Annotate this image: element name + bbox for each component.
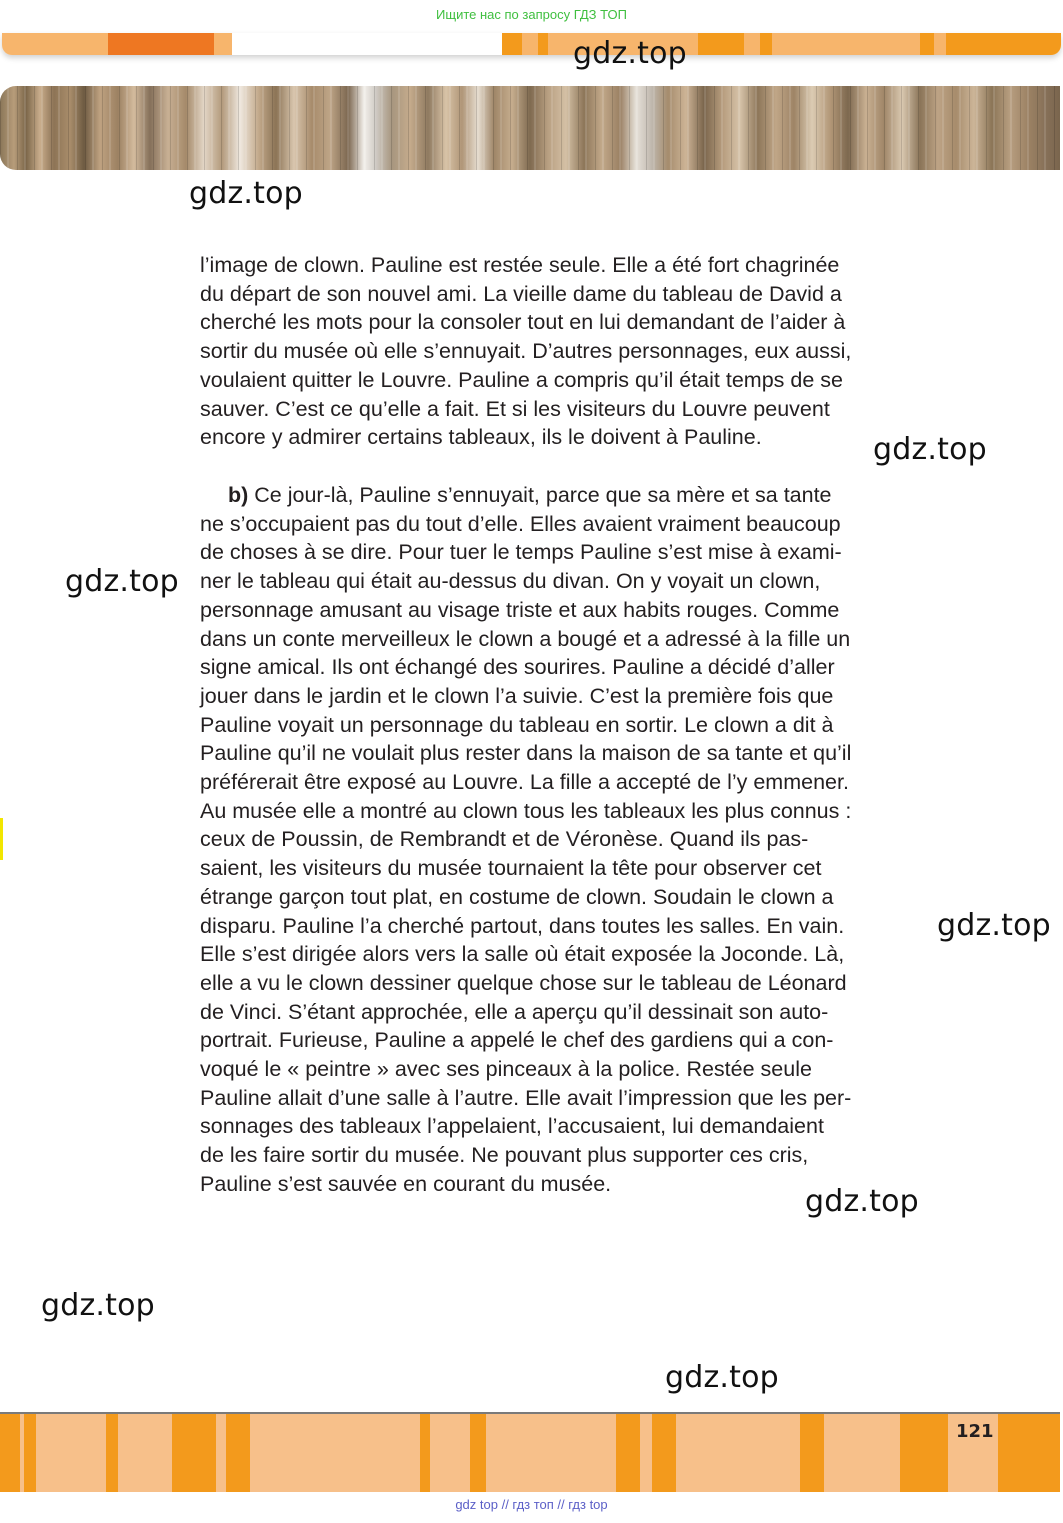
text-line: ceux de Poussin, de Rembrandt et de Véronèse. Quand ils pas- [200, 827, 809, 852]
text-line: disparu. Pauline l’a cherché partout, dans toutes les salles. En vain. [200, 913, 845, 938]
text-line: saient, les visiteurs du musée tournaient la tête pour observer cet [200, 856, 822, 881]
text-line: portrait. Furieuse, Pauline a appelé le chef des gardiens qui a con- [200, 1028, 834, 1053]
text-line: jouer dans le jardin et le clown l’a suivie. C’est la première fois que [200, 683, 834, 708]
page-number: 121 [956, 1421, 994, 1442]
text-line: du départ de son nouvel ami. La vieille dame du tableau de David a [200, 281, 842, 306]
search-banner[interactable]: Ищите нас по запросу ГДЗ ТОП [436, 7, 627, 22]
text-line: Au musée elle a montré au clown tous les tableaux les plus connus : [200, 798, 852, 823]
text-line: ne s’occupaient pas du tout d’elle. Elles avaient vraiment beaucoup [200, 511, 841, 536]
left-edge-marker [0, 818, 3, 860]
text-line: de les faire sortir du musée. Ne pouvant plus supporter ces cris, [200, 1143, 809, 1168]
bookshelf-banner-image [0, 86, 1060, 170]
text-line: de Vinci. S’étant approchée, elle a aperçu qu’il dessinait son auto- [200, 999, 829, 1024]
bottom-decorative-stripe [0, 1412, 1060, 1492]
text-line: Elle s’est dirigée alors vers la salle où était exposée la Joconde. Là, [200, 942, 845, 967]
text-line: signe amical. Ils ont échangé des sourires. Pauline a décidé d’aller [200, 655, 835, 680]
text-line-start: Ce jour-là, Pauline s’ennuyait, parce que sa mère et sa tante [248, 483, 832, 507]
text-line: préférerait être exposé au Louvre. La fille a accepté de l’y emmener. [200, 770, 849, 795]
watermark: gdz.top [805, 1184, 919, 1219]
paragraph-b [200, 481, 960, 1199]
text-line: voulaient quitter le Louvre. Pauline a compris qu’il était temps de se [200, 367, 843, 392]
text-line: étrange garçon tout plat, en costume de clown. Soudain le clown a [200, 884, 834, 909]
watermark: gdz.top [665, 1360, 779, 1395]
text-line: sortir du musée où elle s’ennuyait. D’autres personnages, eux aussi, [200, 339, 852, 364]
watermark: gdz.top [41, 1288, 155, 1323]
top-decorative-stripe [2, 33, 1061, 55]
footer-links[interactable]: gdz top // гдз топ // гдз top [455, 1497, 608, 1512]
text-line: voqué le « peintre » avec ses pinceaux à la police. Restée seule [200, 1057, 812, 1082]
text-line: Pauline voyait un personnage du tableau en sortir. Le clown a dit à [200, 712, 834, 737]
watermark: gdz.top [189, 176, 303, 211]
watermark: gdz.top [573, 36, 687, 71]
text-line: ner le tableau qui était au-dessus du divan. On y voyait un clown, [200, 569, 821, 594]
watermark: gdz.top [873, 432, 987, 467]
text-line: l’image de clown. Pauline est restée seule. Elle a été fort chagrinée [200, 253, 840, 277]
text-line: dans un conte merveilleux le clown a bougé et a adressé à la fille un [200, 626, 851, 651]
text-line: cherché les mots pour la consoler tout en lui demandant de l’aider à [200, 310, 846, 335]
text-line-first [200, 481, 960, 510]
text-line: sauver. C’est ce qu’elle a fait. Et si les visiteurs du Louvre peuvent [200, 396, 830, 421]
exercise-label-b: b) [228, 483, 249, 507]
text-line: Pauline s’est sauvée en courant du musée. [200, 1171, 612, 1196]
watermark: gdz.top [937, 908, 1051, 943]
text-line: de choses à se dire. Pour tuer le temps Pauline s’est mise à exami- [200, 540, 842, 565]
text-line: Pauline allait d’une salle à l’autre. Elle avait l’impression que les per- [200, 1085, 852, 1110]
text-line: encore y admirer certains tableaux, ils le doivent à Pauline. [200, 425, 762, 450]
watermark: gdz.top [65, 564, 179, 599]
paragraph-a [200, 251, 960, 452]
text-line: sonnages des tableaux l’appelaient, l’accusaient, lui demandaient [200, 1114, 824, 1139]
text-line: personnage amusant au visage triste et aux habits rouges. Comme [200, 597, 840, 622]
text-line: elle a vu le clown dessiner quelque chose sur le tableau de Léonard [200, 970, 847, 995]
text-line: Pauline qu’il ne voulait plus rester dans la maison de sa tante et qu’il [200, 741, 852, 766]
book-spines-texture [0, 86, 1060, 170]
